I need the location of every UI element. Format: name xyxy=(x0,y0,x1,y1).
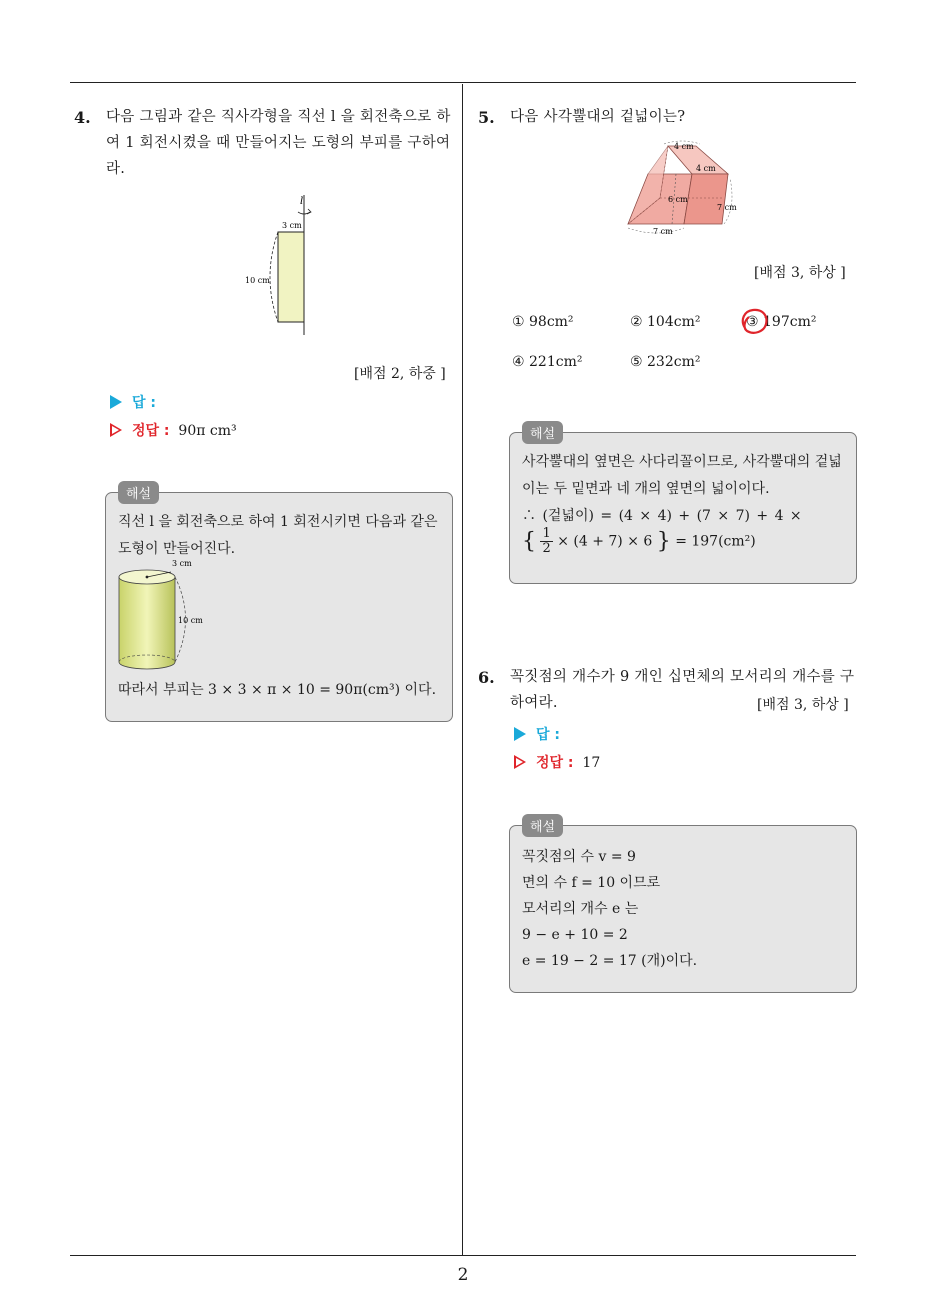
q5-top-label: 4 cm xyxy=(674,142,694,151)
q4-explain-tab: 해설 xyxy=(118,481,159,504)
q6-correct-row xyxy=(514,752,600,772)
q5-text: 다음 사각뿔대의 겉넓이는? xyxy=(510,109,686,125)
q4-number: 4. xyxy=(74,108,91,127)
q6-correct-label: 정답 : xyxy=(536,755,574,771)
q6-explain-line-2: 면의 수 f = 10 이므로 xyxy=(522,875,661,891)
answer-arrow-icon xyxy=(110,395,122,409)
q4-correct-label: 정답 : xyxy=(132,423,170,439)
q6-explain-line-1: 꼭짓점의 수 v = 9 xyxy=(522,849,636,865)
q5-frac-den: 2 xyxy=(542,541,551,556)
q5-side-label: 4 cm xyxy=(696,164,716,173)
q6-explain-line-5: e = 19 − 2 = 17 (개)이다. xyxy=(522,953,698,969)
q4-explain-box xyxy=(105,487,453,722)
column-divider xyxy=(462,84,463,1256)
q6-answer-label: 답 : xyxy=(536,727,560,743)
q4-correct-row xyxy=(110,420,237,440)
q4-cylinder-height-label: 10 cm xyxy=(178,616,203,625)
q4-explain-line2: 따라서 부피는 3 × 3 × π × 10 = 90π(cm³) 이다. xyxy=(118,682,437,698)
q4-width-label: 3 cm xyxy=(282,221,302,230)
page-number: 2 xyxy=(457,1265,469,1285)
q6-explain-line-4: 9 − e + 10 = 2 xyxy=(522,927,628,943)
q5-explain-line2: { $\frac{1}{2}$ × (4 + 7) × 6 } = 197(cm²) xyxy=(522,526,756,556)
q5-bottom-label: 7 cm xyxy=(653,227,673,236)
q5-choice-4[interactable]: ④ 221cm² xyxy=(512,354,583,370)
q4-answer-row xyxy=(110,392,156,412)
q4-text: 다음 그림과 같은 직사각형을 직선 l 을 회전축으로 하여 1 회전시켰을 때 만들어지는 도형의 부피를 구하여라. xyxy=(106,109,451,177)
q5-right-label: 7 cm xyxy=(717,203,737,212)
q6-explain-line-3: 모서리의 개수 e 는 xyxy=(522,901,639,917)
q5-score: [배점 3, 하상 ] xyxy=(754,265,846,281)
q4-score: [배점 2, 하중 ] xyxy=(354,366,446,382)
q5-explain-line1: 사각뿔대의 옆면은 사다리꼴이므로, 사각뿔대의 겉넓이는 두 밑면과 네 개의 옆면의 넓이이다. xyxy=(522,454,842,497)
q5-explain-line2a: ∴ (겉넓이) = (4 × 4) + (7 × 7) + 4 × xyxy=(522,508,802,524)
q6-explain-box xyxy=(509,820,857,993)
q4-axis-label: l xyxy=(300,196,304,207)
q5-height-label: 6 cm xyxy=(668,195,688,204)
q4-rectangle-figure xyxy=(240,190,330,340)
q5-number: 5. xyxy=(478,108,495,127)
correct-arrow-icon xyxy=(110,423,122,437)
q6-number: 6. xyxy=(478,668,495,687)
q6-text: 꼭짓점의 개수가 9 개인 십면체의 모서리의 개수를 구하여라. xyxy=(510,669,855,711)
q4-explain-line1: 직선 l 을 회전축으로 하여 1 회전시키면 다음과 같은 도형이 만들어진다. xyxy=(118,514,438,557)
correct-arrow-icon xyxy=(514,755,526,769)
answer-circle-mark-icon xyxy=(738,306,772,338)
q6-explain-tab: 해설 xyxy=(522,814,563,837)
q5-fraction xyxy=(540,527,552,556)
q5-frustum-figure xyxy=(620,138,750,240)
q5-explain-box xyxy=(509,427,857,584)
q6-score: [배점 3, 하상 ] xyxy=(757,697,849,713)
q5-explain-line2c: = 197(cm²) xyxy=(675,533,756,550)
q5-frac-num: 1 xyxy=(542,526,551,541)
q5-choice-1[interactable]: ① 98cm² xyxy=(512,314,574,330)
q6-correct-value: 17 xyxy=(582,755,601,771)
q6-answer-row xyxy=(514,724,560,744)
q4-height-label: 10 cm xyxy=(245,276,270,285)
q4-answer-label: 답 : xyxy=(132,395,156,411)
q4-cylinder-radius-label: 3 cm xyxy=(172,559,192,568)
q5-choice-2[interactable]: ② 104cm² xyxy=(630,314,701,330)
top-rule xyxy=(70,82,856,83)
q5-choice-3[interactable]: ③ 197cm² xyxy=(746,314,817,330)
q5-choice-5[interactable]: ⑤ 232cm² xyxy=(630,354,701,370)
q4-correct-value: 90π cm³ xyxy=(178,423,237,439)
q5-explain-line2b: × (4 + 7) × 6 xyxy=(557,533,653,550)
answer-arrow-icon xyxy=(514,727,526,741)
q4-cylinder-figure xyxy=(116,559,226,679)
bottom-rule xyxy=(70,1255,856,1256)
q5-explain-tab: 해설 xyxy=(522,421,563,444)
